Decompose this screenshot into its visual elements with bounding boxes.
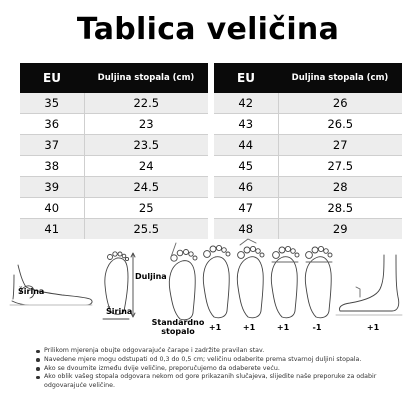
size-adjustment: -1 <box>312 323 322 332</box>
foot-length-cell: 28 <box>278 177 402 198</box>
foot-variant-icon <box>271 246 299 317</box>
size-adjustment: +1 <box>276 323 290 332</box>
table-row <box>214 177 402 198</box>
column-header-length: Duljina stopala (cm) <box>84 63 208 93</box>
eu-size-cell: 45 <box>214 156 278 177</box>
table-row <box>214 114 402 135</box>
eu-size-cell: 36 <box>20 114 84 135</box>
eu-size-cell: 43 <box>214 114 278 135</box>
column-header-eu: EU <box>20 63 84 93</box>
note-item: Ako oblik vašeg stopala odgovara nekom od gore prikazanih slučajeva, slijedite naše preporuke za odabir odgovarajuće veličine. <box>36 373 406 391</box>
width-label-top: Širina <box>106 307 133 316</box>
foot-length-cell: 26.5 <box>278 114 402 135</box>
size-adjustment: +1 <box>208 323 222 332</box>
table-row <box>20 156 208 177</box>
table-row <box>214 156 402 177</box>
length-label: Duljina <box>135 272 167 281</box>
foot-length-cell: 26 <box>278 93 402 114</box>
table-row <box>20 177 208 198</box>
eu-size-cell: 48 <box>214 219 278 240</box>
sizing-notes <box>36 347 406 391</box>
foot-length-cell: 27.5 <box>278 156 402 177</box>
size-adjustment: +1 <box>242 323 256 332</box>
size-adjustment: +1 <box>366 323 380 332</box>
foot-variant-icon <box>305 246 332 317</box>
note-item: Prilikom mjerenja obujte odgovarajuće čarape i zadržite pravilan stav. <box>36 347 406 356</box>
standard-foot-label <box>148 318 208 336</box>
column-header-eu: EU <box>214 63 278 93</box>
page-title: Tablica veličina <box>76 12 340 47</box>
note-item: Ako se dvoumite između dvije veličine, preporučujemo da odaberete veću. <box>36 365 406 374</box>
width-label-side: Širina <box>18 287 45 296</box>
eu-size-cell: 46 <box>214 177 278 198</box>
table-row <box>20 198 208 219</box>
eu-size-cell: 44 <box>214 135 278 156</box>
standard-foot-label-line-1: Standardno <box>151 318 205 327</box>
foot-length-cell: 24.5 <box>84 177 208 198</box>
foot-length-cell: 25 <box>84 198 208 219</box>
eu-size-cell: 41 <box>20 219 84 240</box>
size-table-right <box>214 63 402 239</box>
foot-length-cell: 25.5 <box>84 219 208 240</box>
eu-size-cell: 39 <box>20 177 84 198</box>
foot-length-cell: 29 <box>278 219 402 240</box>
eu-size-cell: 37 <box>20 135 84 156</box>
foot-length-cell: 22.5 <box>84 93 208 114</box>
table-header <box>214 63 402 93</box>
foot-length-cell: 27 <box>278 135 402 156</box>
foot-length-cell: 28.5 <box>278 198 402 219</box>
eu-size-cell: 40 <box>20 198 84 219</box>
eu-size-cell: 42 <box>214 93 278 114</box>
note-item: Navedene mjere mogu odstupati od 0,3 do 0,5 cm; veličinu odaberite prema stvarnoj duljini stopala. <box>36 356 406 365</box>
foot-measurement-diagram <box>0 235 416 335</box>
table-row <box>214 135 402 156</box>
foot-variant-icon <box>203 245 230 317</box>
eu-size-cell: 47 <box>214 198 278 219</box>
eu-size-cell: 35 <box>20 93 84 114</box>
table-row <box>214 93 402 114</box>
table-row <box>20 93 208 114</box>
foot-side-width-icon <box>10 265 92 305</box>
foot-length-cell: 24 <box>84 156 208 177</box>
eu-size-cell: 38 <box>20 156 84 177</box>
foot-length-cell: 23 <box>84 114 208 135</box>
table-row <box>20 135 208 156</box>
table-header <box>20 63 208 93</box>
table-row <box>214 198 402 219</box>
foot-instep-icon <box>336 255 402 315</box>
size-table-left <box>20 63 208 239</box>
foot-variant-icon <box>237 239 264 318</box>
standard-foot-label-line-2: stopalo <box>161 327 195 336</box>
foot-length-cell: 23.5 <box>84 135 208 156</box>
column-header-length: Duljina stopala (cm) <box>278 63 402 93</box>
standard-foot-icon <box>169 243 197 320</box>
table-row <box>20 114 208 135</box>
